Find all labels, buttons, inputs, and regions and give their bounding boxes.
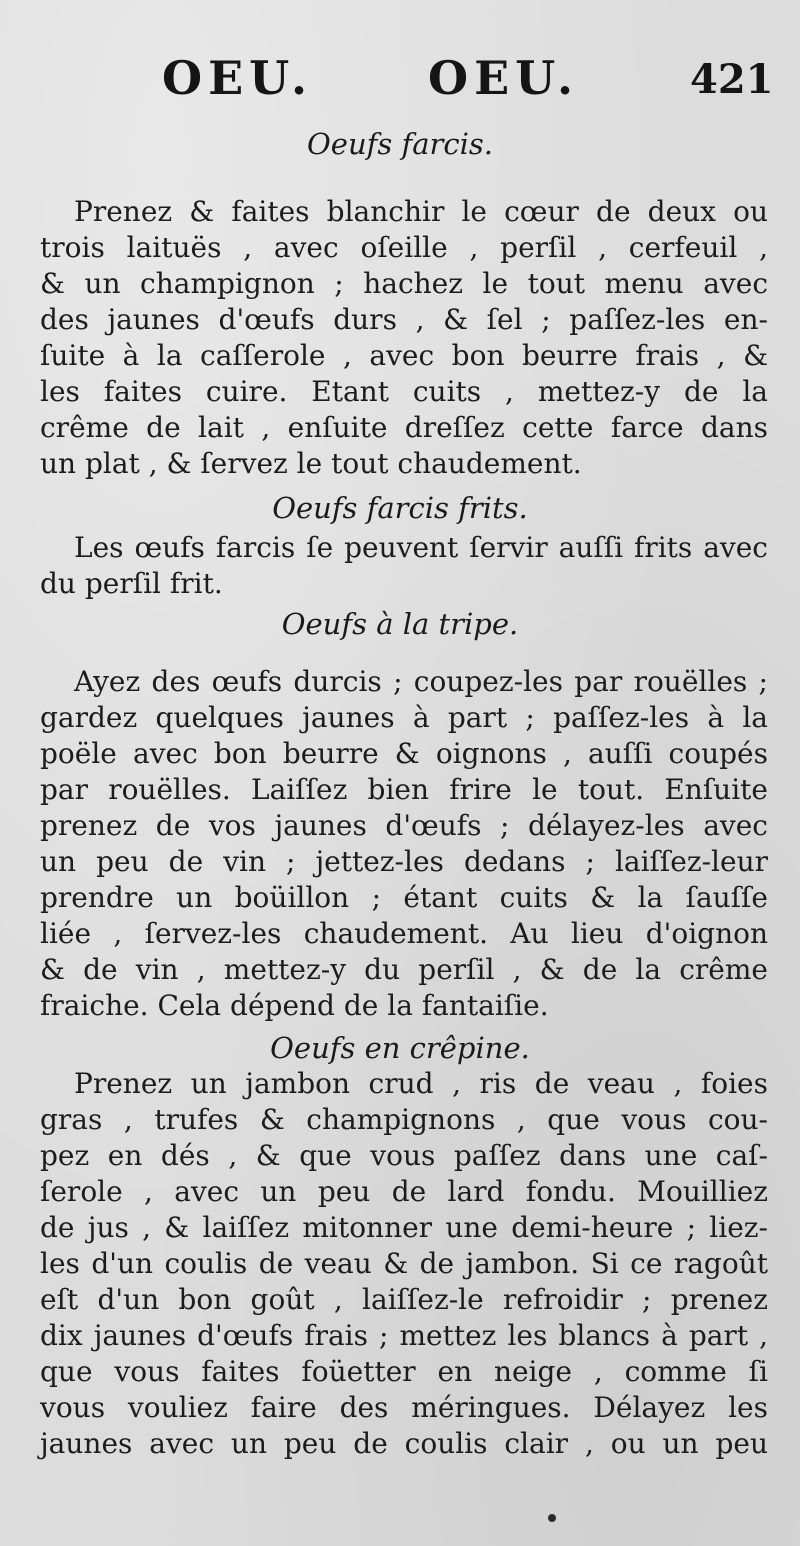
paragraph-line: par rouëlles. Laiſſez bien frire le tout. Enſuite — [40, 773, 768, 806]
paragraph-line: pez en dés , & que vous paſſez dans une caſ- — [40, 1139, 768, 1172]
paragraph-line: des jaunes d'œufs durs , & ſel ; paſſez-les en- — [40, 303, 768, 336]
paragraph-line: de jus , & laiſſez mitonner une demi-heure ; liez- — [40, 1211, 768, 1244]
paragraph-line: Prenez & faites blanchir le cœur de deux ou — [74, 195, 768, 228]
paragraph-line: prendre un boüillon ; étant cuits & la ſauſſe — [40, 881, 768, 914]
paragraph-line: gras , trufes & champignons , que vous cou- — [40, 1103, 768, 1136]
paragraph-line: fraiche. Cela dépend de la fantaiſie. — [40, 989, 549, 1022]
paragraph-line: poële avec bon beurre & oignons , auſſi coupés — [40, 737, 768, 770]
header-left-word: OEU. — [162, 51, 314, 105]
paragraph-line: ſerole , avec un peu de lard fondu. Mouilliez — [40, 1175, 768, 1208]
section-title-oeufs-farcis: Oeufs farcis. — [307, 127, 493, 161]
paragraph-line: les faites cuire. Etant cuits , mettez-y de la — [40, 375, 768, 408]
section-title-oeufs-farcis-frits: Oeufs farcis frits. — [272, 491, 528, 525]
paragraph-line: trois laituës , avec oſeille , perſil , cerfeuil , — [40, 231, 768, 264]
paragraph-line: ſuite à la caſſerole , avec bon beurre frais , & — [40, 339, 768, 372]
paragraph-line: crême de lait , enſuite dreſſez cette farce dans — [40, 411, 768, 444]
paragraph-line: les d'un coulis de veau & de jambon. Si ce ragoût — [40, 1247, 768, 1280]
paragraph-line: que vous faites foüetter en neige , comme ſi — [40, 1355, 768, 1388]
paragraph-line: eſt d'un bon goût , laiſſez-le refroidir ; prenez — [40, 1283, 768, 1316]
paragraph-line: prenez de vos jaunes d'œufs ; délayez-les avec — [40, 809, 768, 842]
header-center-word: OEU. — [428, 51, 580, 105]
section-title-oeufs-en-crepine: Oeufs en crêpine. — [270, 1031, 530, 1065]
paragraph-line: liée , ſervez-les chaudement. Au lieu d'oignon — [40, 917, 768, 950]
paragraph-line: Prenez un jambon crud , ris de veau , foies — [74, 1067, 768, 1100]
paragraph-line: un plat , & ſervez le tout chaudement. — [40, 447, 582, 480]
paragraph-line: Ayez des œufs durcis ; coupez-les par rouëlles ; — [74, 665, 768, 698]
page-number: 421 — [690, 56, 774, 103]
paragraph-line: un peu de vin ; jettez-les dedans ; laiſſez-leur — [40, 845, 768, 878]
paragraph-line: gardez quelques jaunes à part ; paſſez-les à la — [40, 701, 768, 734]
paragraph-line: du perſil frit. — [40, 567, 223, 600]
paragraph-line: & de vin , mettez-y du perſil , & de la crême — [40, 953, 768, 986]
paragraph-line: Les œufs farcis ſe peuvent ſervir auſſi frits avec — [74, 531, 768, 564]
paragraph-line: dix jaunes d'œufs frais ; mettez les blancs à part , — [40, 1319, 768, 1352]
paragraph-line: & un champignon ; hachez le tout menu avec — [40, 267, 768, 300]
section-title-oeufs-a-la-tripe: Oeufs à la tripe. — [281, 607, 519, 641]
paragraph-line: jaunes avec un peu de coulis clair , ou un peu — [40, 1427, 768, 1460]
ink-speck — [548, 1514, 556, 1522]
running-header — [0, 48, 800, 108]
paragraph-line: vous vouliez faire des méringues. Délayez les — [40, 1391, 768, 1424]
